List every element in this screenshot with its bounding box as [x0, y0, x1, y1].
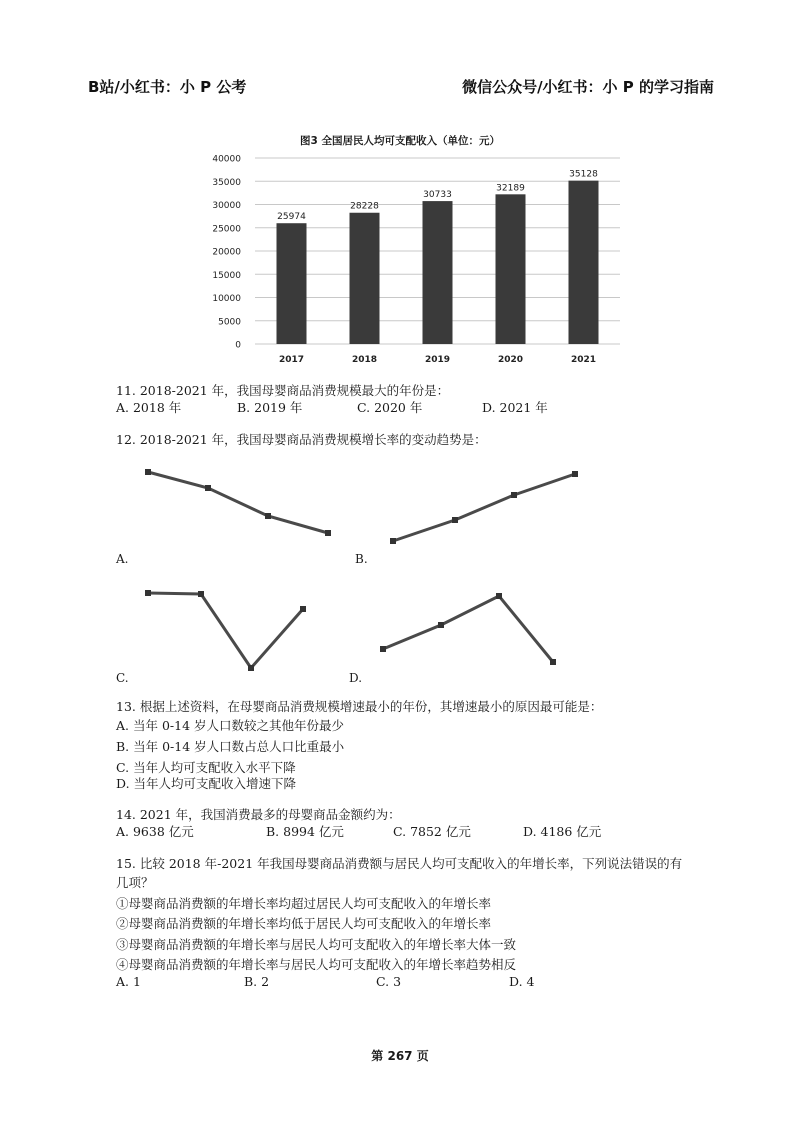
- y-tick-label: 35000: [212, 177, 241, 188]
- q12-stem: 12. 2018-2021 年，我国母婴商品消费规模增长率的变动趋势是：: [116, 432, 487, 447]
- q12-option-a-label[interactable]: A.: [116, 552, 129, 566]
- graph-a-point: [205, 485, 211, 491]
- q12-graph-a: [148, 472, 328, 533]
- q15-option-d[interactable]: D. 4: [509, 974, 535, 989]
- q11-stem: 11. 2018-2021 年，我国母婴商品消费规模最大的年份是：: [116, 383, 450, 398]
- y-tick-label: 40000: [212, 154, 241, 165]
- q15-option-a[interactable]: A. 1: [116, 974, 141, 989]
- q11-option-b[interactable]: B. 2019 年: [237, 400, 303, 415]
- y-tick-label: 5000: [218, 317, 241, 328]
- y-tick-label: 10000: [212, 294, 241, 304]
- q12-graph-c: [148, 593, 303, 668]
- q13-stem: 13. 根据上述资料，在母婴商品消费规模增速最小的年份，其增速最小的原因最可能是：: [116, 699, 603, 714]
- q14-stem: 14. 2021 年，我国消费最多的母婴商品金额约为：: [116, 807, 401, 822]
- page-number: 第 267 页: [371, 1049, 429, 1063]
- bar-data-label: 30733: [423, 190, 452, 201]
- q14-option-d[interactable]: D. 4186 亿元: [523, 824, 602, 839]
- bar-data-label: 25974: [277, 212, 306, 223]
- bar-data-label: 32189: [496, 183, 525, 194]
- graph-c-point: [300, 606, 306, 612]
- y-tick-label: 0: [235, 340, 241, 351]
- q15-option-b[interactable]: B. 2: [244, 974, 270, 989]
- y-tick-label: 15000: [212, 270, 241, 281]
- x-tick-label: 2017: [278, 355, 305, 365]
- q15-statement-4: ④母婴商品消费额的年增长率与居民人均可支配收入的年增长率趋势相反: [116, 957, 517, 972]
- bar-data-label: 28228: [350, 201, 379, 212]
- graph-b-point: [572, 471, 578, 477]
- x-tick-label: 2021: [570, 355, 597, 365]
- q15-statement-3: ③母婴商品消费额的年增长率与居民人均可支配收入的年增长率大体一致: [116, 937, 517, 952]
- y-tick-label: 30000: [212, 201, 241, 211]
- q15-stem-line2: 几项？: [116, 875, 154, 890]
- q13-option-d[interactable]: D. 当年人均可支配收入增速下降: [116, 776, 297, 791]
- chart-title: 图3 全国居民人均可支配收入（单位：元）: [300, 135, 500, 147]
- graph-d-point: [438, 622, 444, 628]
- q14-option-c[interactable]: C. 7852 亿元: [393, 824, 471, 839]
- q13-option-b[interactable]: B. 当年 0-14 岁人口数占总人口比重最小: [116, 739, 345, 754]
- q15-option-c[interactable]: C. 3: [376, 974, 402, 989]
- header-left-text: B站/小红书：小 P 公考: [88, 78, 247, 96]
- q15-stem-line1: 15. 比较 2018 年-2021 年我国母婴商品消费额与居民人均可支配收入的年增长率，下列说法错误的有: [116, 856, 683, 871]
- q15-statement-1: ①母婴商品消费额的年增长率均超过居民人均可支配收入的年增长率: [116, 896, 492, 911]
- q11-option-a[interactable]: A. 2018 年: [116, 400, 182, 415]
- graph-a-point: [145, 469, 151, 475]
- q13-option-a[interactable]: A. 当年 0-14 岁人口数较之其他年份最少: [116, 718, 345, 733]
- q11-option-d[interactable]: D. 2021 年: [482, 400, 548, 415]
- graph-a-point: [265, 513, 271, 519]
- y-tick-label: 25000: [212, 224, 241, 235]
- q15-statement-2: ②母婴商品消费额的年增长率均低于居民人均可支配收入的年增长率: [116, 916, 492, 931]
- q12-graph-d: [383, 596, 553, 662]
- q13-option-c[interactable]: C. 当年人均可支配收入水平下降: [116, 760, 296, 775]
- q11-option-c[interactable]: C. 2020 年: [357, 400, 423, 415]
- x-tick-label: 2018: [351, 355, 378, 365]
- q12-option-b-label[interactable]: B.: [355, 552, 368, 566]
- q12-graph-b: [393, 474, 575, 541]
- graph-b-point: [390, 538, 396, 544]
- x-tick-label: 2019: [424, 355, 451, 365]
- graph-c-point: [248, 665, 254, 671]
- graph-a-point: [325, 530, 331, 536]
- bar-data-label: 35128: [569, 169, 598, 180]
- y-tick-label: 20000: [212, 247, 241, 258]
- graph-b-point: [511, 492, 517, 498]
- graph-d-point: [496, 593, 502, 599]
- graph-c-point: [198, 591, 204, 597]
- q14-option-b[interactable]: B. 8994 亿元: [266, 824, 344, 839]
- x-tick-label: 2020: [497, 355, 524, 365]
- graph-d-point: [550, 659, 556, 665]
- q12-option-d-label[interactable]: D.: [349, 671, 363, 685]
- graph-d-point: [380, 646, 386, 652]
- graph-b-point: [452, 517, 458, 523]
- q12-option-c-label[interactable]: C.: [116, 671, 129, 685]
- header-right-text: 微信公众号/小红书：小 P 的学习指南: [462, 78, 714, 96]
- graph-c-point: [145, 590, 151, 596]
- q14-option-a[interactable]: A. 9638 亿元: [116, 824, 194, 839]
